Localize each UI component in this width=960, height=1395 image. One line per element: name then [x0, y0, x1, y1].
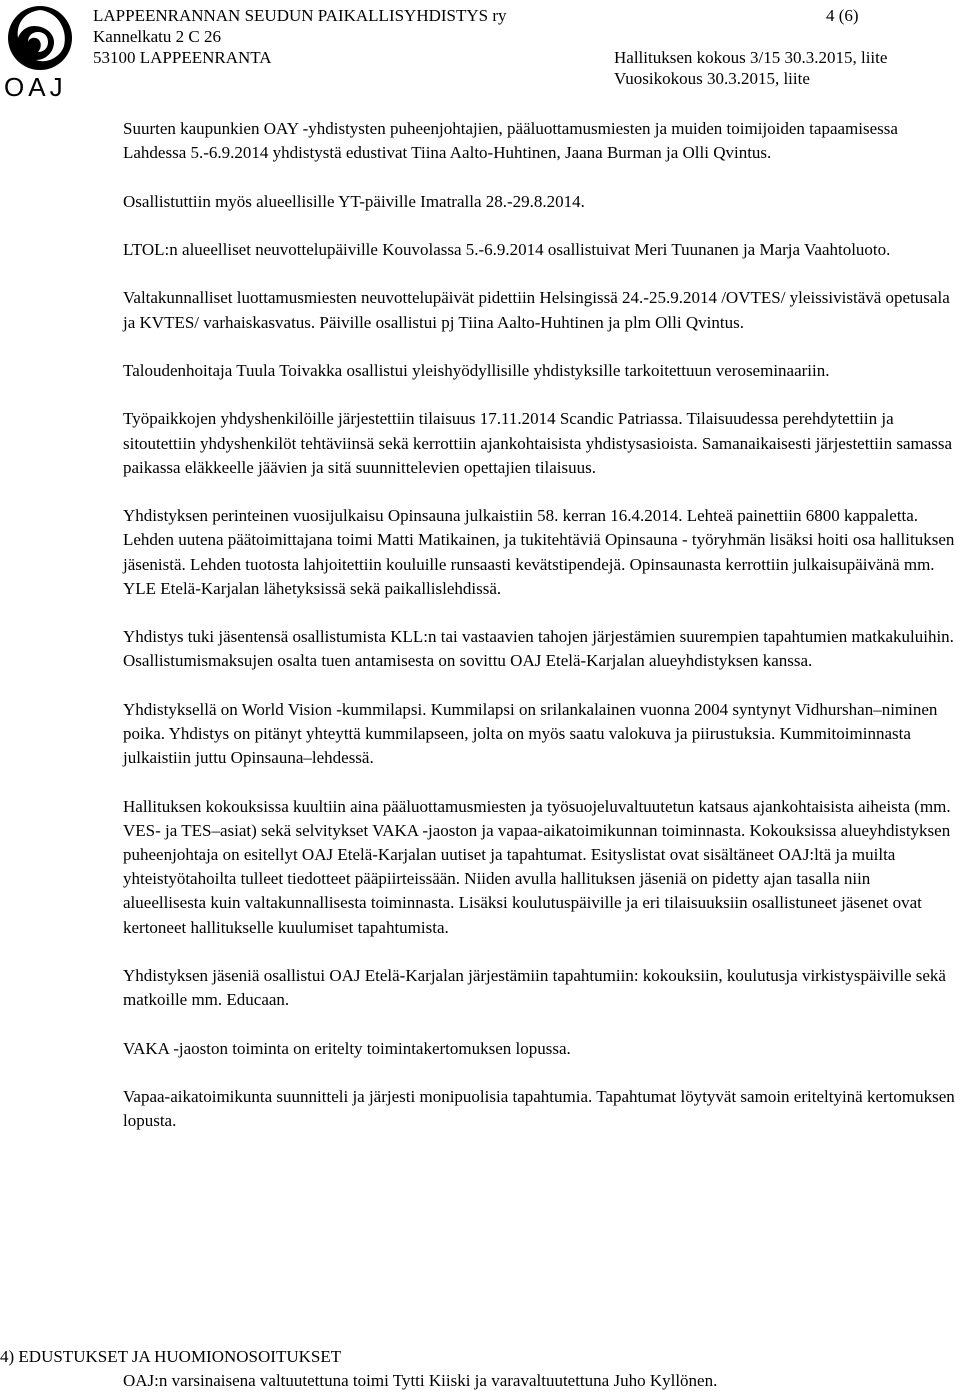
document-body [123, 117, 955, 1158]
paragraph: Yhdistyksen jäseniä osallistui OAJ Etelä-Karjalan järjestämiin tapahtumiin: kokouksiin, koulutusja virkistyspäiville sekä matkoille mm. Educaan. [123, 965, 946, 1010]
org-name: LAPPEENRANNAN SEUDUN PAIKALLISYHDISTYS ry [93, 6, 507, 25]
paragraph: Taloudenhoitaja Tuula Toivakka osallistui yleishyödyllisille yhdistyksille tarkoitettuun veroseminaariin. [123, 360, 830, 380]
paragraph: Hallituksen kokouksissa kuultiin aina pääluottamusmiesten ja työsuojeluvaltuutetun katsaus ajankohtaisista aiheista (mm. VES- ja TES–asiat) sekä selvitykset VAKA -jaoston ja vapaa-aikatoimikunnan toiminnasta. Kokouksissa alueyhdistyksen puheenjohtaja on esitellyt OAJ Etelä-Karjalan uutiset ja tapahtumat. Esityslistat ovat sisältäneet OAJ:ltä ja muilta yhteistyötahoilta tulleet tiedotteet pääpiirteissään. Niiden avulla hallituksen jäseniä on pidetty ajan tasalla niin alueellisesta kuin valtakunnallisesta toiminnasta. Lisäksi koulutuspäiville ja eri tilaisuuksiin osallistuneet jäsenet ovat kertoneet hallitukselle kuulumiset tapahtumista. [123, 796, 951, 937]
meeting-ref-annual: Vuosikokous 30.3.2015, liite [614, 69, 810, 88]
postal-line: 53100 LAPPEENRANTA [93, 48, 272, 67]
paragraph: Valtakunnalliset luottamusmiesten neuvottelupäivät pidettiin Helsingissä 24.-25.9.2014 /OVTES/ yleissivistävä opetusala ja KVTES/ varhaiskasvatus. Päiville osallistui pj Tiina Aalto-Huhtinen ja plm Olli Qvintus. [123, 288, 950, 332]
paragraph: Yhdistyksellä on World Vision -kummilapsi. Kummilapsi on srilankalainen vuonna 2004 syntynyt Vidhurshan–niminen poika. Yhdistys on pitänyt yhteyttä kummilapseen, jolta on myös saatu valokuva ja piirustuksia. Kummitoiminnasta julkaistiin juttu Opinsauna–lehdessä. [123, 699, 938, 768]
oaj-logo [2, 2, 82, 100]
oaj-logo-mark [2, 2, 82, 100]
paragraph: Vapaa-aikatoimikunta suunnitteli ja järjesti monipuolisia tapahtumia. Tapahtumat löytyvät samoin eriteltyinä kertomuksen lopusta. [123, 1086, 955, 1131]
meeting-ref-board: Hallituksen kokous 3/15 30.3.2015, liite [614, 48, 888, 67]
paragraph: Yhdistyksen perinteinen vuosijulkaisu Opinsauna julkaistiin 58. kerran 16.4.2014. Lehteä painettiin 6800 kappaletta. Lehden uutena päätoimittajana toimi Matti Matikainen, ja tukitehtäviä Opinsauna - työryhmän lisäksi hoiti osa hallituksen jäsenistä. Lehden tuotosta lahjoitettiin kouluille runsaasti kevätstipendejä. Opinsaunasta kerrottiin julkaisupäivänä mm. YLE Etelä-Karjalan lähetyksissä sekä paikallislehdissä. [123, 506, 955, 598]
paragraph: Osallistuttiin myös alueellisille YT-päiville Imatralla 28.-29.8.2014. [123, 191, 585, 211]
paragraph: LTOL:n alueelliset neuvottelupäiville Kouvolassa 5.-6.9.2014 osallistuivat Meri Tuunanen ja Marja Vaahtoluoto. [123, 239, 891, 259]
paragraph: Työpaikkojen yhdyshenkilöille järjestettiin tilaisuus 17.11.2014 Scandic Patriassa. Tilaisuudessa perehdytettiin ja sitoutettiin yhdyshenkilöt tehtäviinsä sekä kerrottiin ajankohtaisista yhdistysasioista. Samanaikaisesti järjestettiin samassa paikassa eläkkeelle jäävien ja sitä suunnittelevien opettajien tilaisuus. [123, 409, 953, 477]
oaj-logo-text: OAJ [4, 72, 67, 100]
address-line: Kannelkatu 2 C 26 [93, 27, 221, 46]
paragraph: Suurten kaupunkien OAY -yhdistysten puheenjohtajien, pääluottamusmiesten ja muiden toimijoiden tapaamisessa Lahdessa 5.-6.9.2014 yhdistystä edustivat Tiina Aalto-Huhtinen, Jaana Burman ja Olli Qvintus. [123, 119, 898, 163]
section-line: OAJ:n varsinaisena valtuutettuna toimi Tytti Kiiski ja varavaltuutettuna Juho Kyllönen. [123, 1371, 718, 1390]
paragraph: Yhdistys tuki jäsentensä osallistumista KLL:n tai vastaavien tahojen järjestämien suurempien tapahtumien matkakuluihin. Osallistumismaksujen osalta tuen antamisesta on sovittu OAJ Etelä-Karjalan alueyhdistyksen kanssa. [123, 627, 954, 671]
section-heading: 4) EDUSTUKSET JA HUOMIONOSOITUKSET [0, 1347, 342, 1366]
page-number: 4 (6) [826, 6, 859, 25]
paragraph: VAKA -jaoston toiminta on eritelty toimintakertomuksen lopussa. [123, 1038, 571, 1058]
